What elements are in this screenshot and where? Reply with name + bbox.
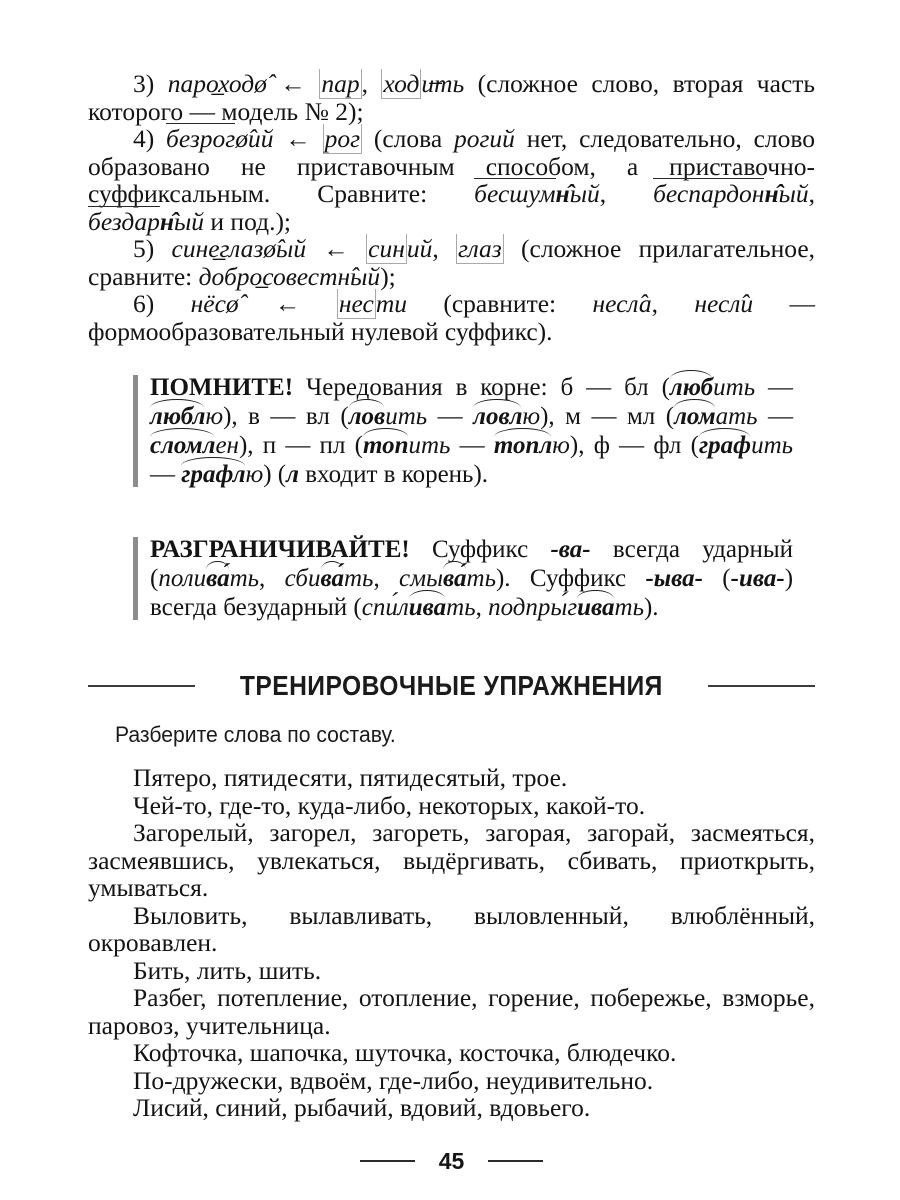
note-vertical-bar [133, 537, 138, 620]
exercise-paragraph: Бить, лить, шить. [133, 955, 322, 985]
remember-box [133, 371, 795, 491]
header-rule-right [708, 685, 815, 687]
distinguish-text: РАЗГРАНИЧИВАЙТЕ! Суффикс -ва- всегда ударный (полива́ть, сбива́ть, смыва́ть). Суффикс -ыва- (-ива-) всегда безударный (спи́ливать, подпры́гивать). [150, 536, 794, 621]
exercise-paragraph: Пятеро, пятидесяти, пятидесятый, трое. [133, 763, 568, 792]
exercise-list [88, 764, 815, 1122]
distinguish-box [133, 533, 795, 624]
analysis-item-5: 5) сине̲глазø̂ый ← синий, глаз (сложное прилагательное, сравните: добро̲совестн̂ый); [88, 234, 816, 291]
exercise-instruction: Разберите слова по составу. [115, 722, 396, 747]
analysis-items [88, 70, 815, 345]
exercise-paragraph: Кофточка, шапочка, шуточка, косточка, блюдечко. [133, 1038, 677, 1067]
exercise-paragraph: По-дружески, вдвоём, где-либо, неудивительно. [133, 1065, 654, 1095]
analysis-item-3: 3) паро̲ходø̂ ← пар, ходи̶ть (сложное слово, вторая часть которого — модель № 2); [88, 69, 816, 126]
exercise-paragraph: Выловить, вылавливать, выловленный, влюблённый, окровавлен. [88, 900, 815, 957]
page-number: 45 [438, 1147, 465, 1174]
section-title: ТРЕНИРОВОЧНЫЕ УПРАЖНЕНИЯ [240, 670, 663, 701]
header-rule-left [88, 685, 195, 687]
exercise-paragraph: Чей-то, где-то, куда-либо, некоторых, какой-то. [133, 790, 646, 820]
analysis-item-4: 4) безрогø̂ий ← рог (слова рогий нет, следовательно, слово образовано не приставочным способом, а приставочно-суффиксальным. Сравните: бесшумн̂ый, беспардонн̂ый, бездарн̂ый и под.); [88, 124, 816, 236]
section-header [88, 670, 815, 702]
exercise-paragraph: Лисий, синий, рыбачий, вдовий, вдовьего. [133, 1093, 591, 1122]
note-vertical-bar [133, 375, 138, 487]
page-footer [88, 1148, 815, 1175]
footer-rule-right [488, 1160, 543, 1162]
remember-text: ПОМНИТЕ! Чередования в корне: б — бл (любить — люблю), в — вл (ловить — ловлю), м — мл (ломать — сломлен), п — пл (топить — топлю), ф — фл (графить — графлю) (л входит в корень). [150, 374, 794, 488]
analysis-item-6: 6) нёсø̂ ← нести (сравните: несл̂а, несл̂и — формообразовательный нулевой суффикс). [88, 289, 816, 346]
footer-rule-left [360, 1160, 415, 1162]
exercise-paragraph: Разбег, потепление, отопление, горение, побережье, взморье, паровоз, учительница. [88, 983, 815, 1040]
exercise-paragraph: Загорелый, загорел, загореть, загорая, загорай, засмеяться, засмеявшись, увлекаться, выдёргивать, сбивать, приоткрыть, умываться. [88, 818, 815, 902]
